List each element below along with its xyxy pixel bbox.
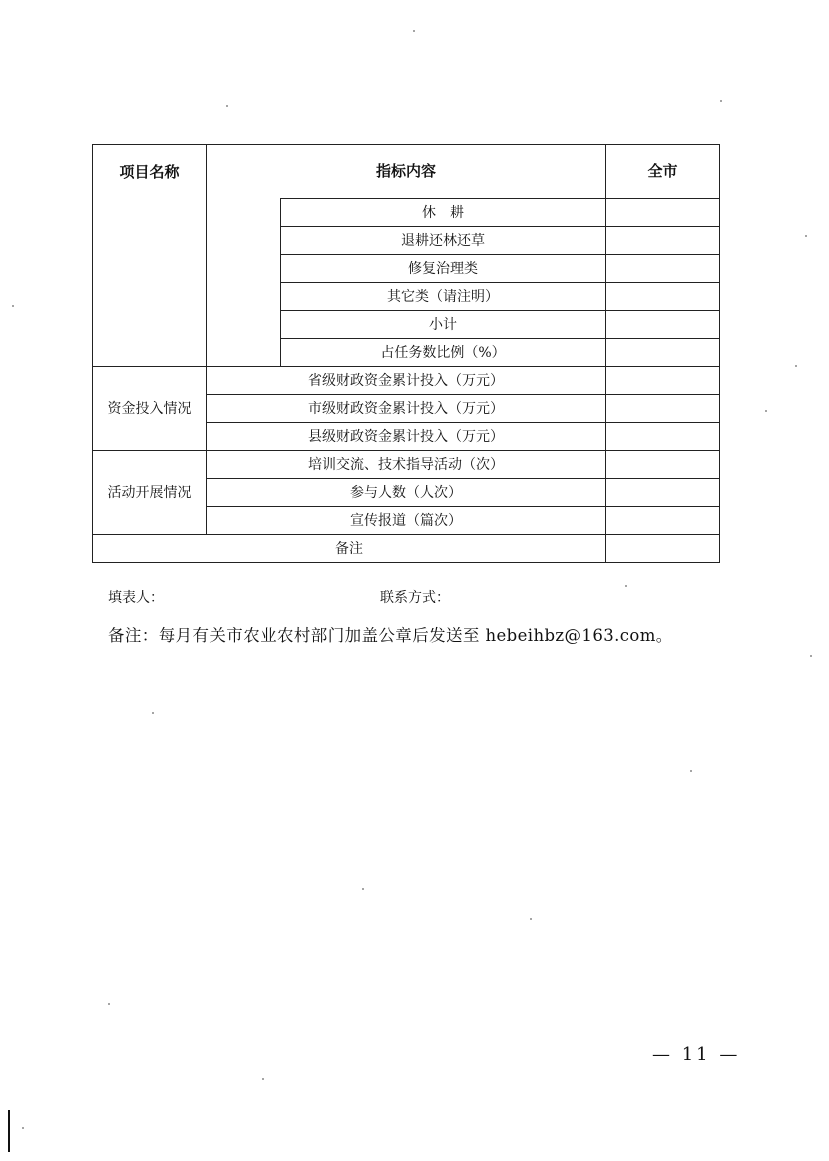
row-label: 休 耕: [281, 199, 606, 227]
table-row: [93, 451, 720, 479]
row-label: 市级财政资金累计投入（万元）: [207, 395, 606, 423]
remarks-value-cell[interactable]: [606, 535, 720, 563]
remarks-row: [93, 535, 720, 563]
scan-speck: [530, 918, 532, 920]
row-label: 小计: [281, 311, 606, 339]
scan-speck: [108, 1003, 110, 1005]
activities-group-label: 活动开展情况: [93, 451, 207, 535]
scan-speck: [625, 585, 627, 587]
value-cell[interactable]: [606, 311, 720, 339]
scan-speck: [152, 712, 154, 714]
scan-speck: [765, 410, 767, 412]
value-cell[interactable]: [606, 367, 720, 395]
scan-speck: [262, 1078, 264, 1080]
row-label: 县级财政资金累计投入（万元）: [207, 423, 606, 451]
row-label: 退耕还林还草: [281, 227, 606, 255]
value-cell[interactable]: [606, 283, 720, 311]
scan-speck: [413, 30, 415, 32]
page-number: — 11 —: [652, 1044, 741, 1065]
row-label: 宣传报道（篇次）: [207, 507, 606, 535]
scan-speck: [12, 305, 14, 307]
scan-edge-mark: [8, 1110, 10, 1152]
scan-speck: [805, 235, 807, 237]
scan-speck: [720, 100, 722, 102]
value-cell[interactable]: [606, 339, 720, 367]
value-cell[interactable]: [606, 227, 720, 255]
scan-speck: [810, 655, 812, 657]
table-row: [93, 367, 720, 395]
indicator-blank-cell: [207, 199, 281, 367]
header-project-name: 项目名称: [93, 145, 207, 367]
contact-label: 联系方式：: [380, 590, 450, 606]
row-label: 其它类（请注明）: [281, 283, 606, 311]
footer-note: 备注：每月有关市农业农村部门加盖公章后发送至 hebeihbz@163.com。: [108, 626, 673, 645]
report-form-table: [92, 144, 720, 563]
table-header-row: [93, 145, 720, 199]
scan-speck: [362, 888, 364, 890]
filler-label: 填表人：: [108, 590, 164, 606]
row-label: 占任务数比例（%）: [281, 339, 606, 367]
scan-speck: [795, 365, 797, 367]
scan-speck: [690, 770, 692, 772]
row-label: 参与人数（人次）: [207, 479, 606, 507]
funding-group-label: 资金投入情况: [93, 367, 207, 451]
scan-speck: [226, 105, 228, 107]
scan-speck: [22, 1127, 24, 1129]
value-cell[interactable]: [606, 451, 720, 479]
value-cell[interactable]: [606, 507, 720, 535]
value-cell[interactable]: [606, 199, 720, 227]
row-label: 培训交流、技术指导活动（次）: [207, 451, 606, 479]
value-cell[interactable]: [606, 479, 720, 507]
row-label: 修复治理类: [281, 255, 606, 283]
header-indicator: 指标内容: [207, 145, 606, 199]
row-label: 省级财政资金累计投入（万元）: [207, 367, 606, 395]
value-cell[interactable]: [606, 395, 720, 423]
value-cell[interactable]: [606, 255, 720, 283]
header-city-total: 全市: [606, 145, 720, 199]
remarks-label: 备注: [93, 535, 606, 563]
value-cell[interactable]: [606, 423, 720, 451]
